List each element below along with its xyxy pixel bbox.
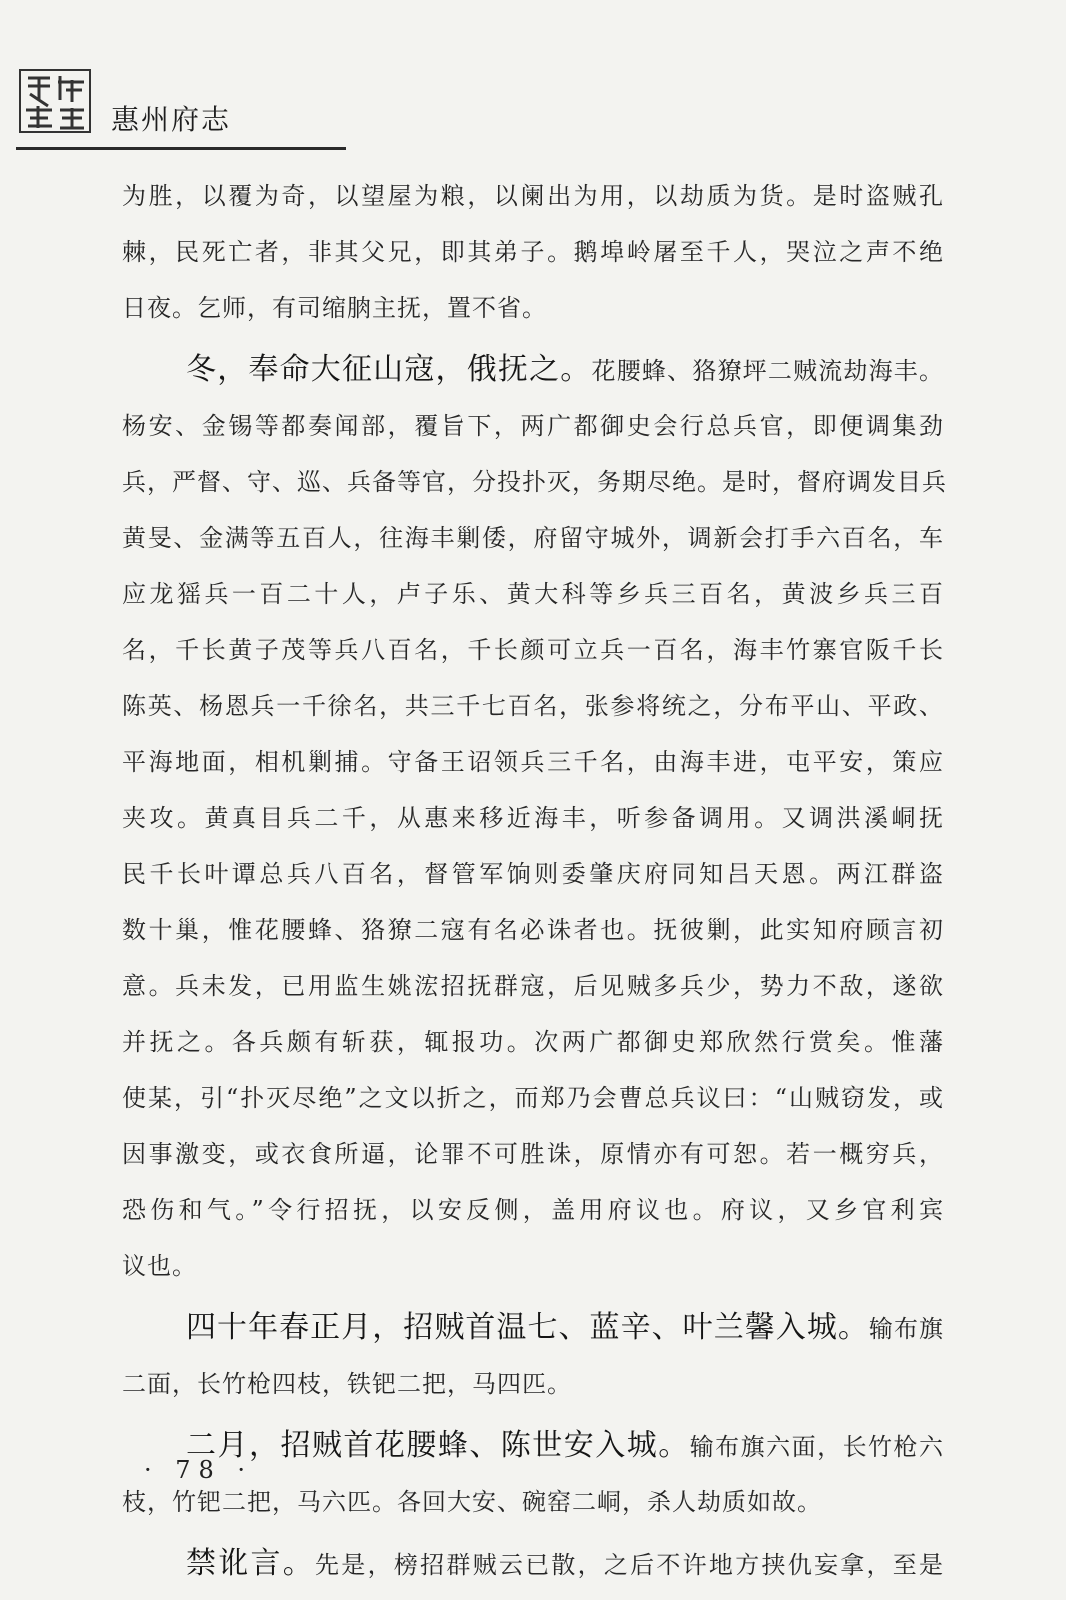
text-line — [122, 398, 944, 454]
text-line — [122, 958, 944, 1014]
line-text: 输布旗 — [868, 1315, 945, 1343]
line-text: 意。兵未发，已用监生姚浤招抚群寇，后见贼多兵少，势力不敌，遂欲 — [122, 972, 944, 1000]
page-number: · 78 · — [144, 1456, 254, 1484]
entry-heading: 冬，奉命大征山寇，俄抚之。 — [186, 352, 592, 387]
line-text: 应龙猺兵一百二十人，卢子乐、黄大科等乡兵三百名，黄波乡兵三百 — [122, 580, 944, 608]
line-text: 数十巢，惟花腰蜂、狢獠二寇有名必诛者也。抚彼剿，此实知府顾言初 — [122, 916, 944, 944]
line-text: 名，千长黄子茂等兵八百名，千长颜可立兵一百名，海丰竹寨官阪千长 — [122, 636, 944, 664]
line-text: 因事激变，或衣食所逼，论罪不可胜诛，原情亦有可恕。若一概穷兵， — [122, 1140, 944, 1168]
line-text: 陈英、杨恩兵一千徐名，共三千七百名，张参将统之，分布平山、平政、 — [122, 692, 944, 720]
body-text — [122, 168, 947, 1592]
line-text: 使某，引“扑灭尽绝”之文以折之，而郑乃会曹总兵议曰：“山贼窃发，或 — [122, 1084, 944, 1112]
line-text: 花腰蜂、狢獠坪二贼流劫海丰。 — [591, 357, 944, 385]
line-text: 二面，长竹枪四枝，铁钯二把，马四匹。 — [122, 1370, 572, 1398]
text-line — [122, 342, 944, 398]
seal-logo — [18, 66, 92, 136]
text-line — [122, 1126, 944, 1182]
text-line — [122, 1238, 944, 1294]
line-text: 枝，竹钯二把，马六匹。各回大安、碗窑二峒，杀人劫质如故。 — [122, 1488, 822, 1516]
line-text: 为胜，以覆为奇，以望屋为粮，以阑出为用，以劫质为货。是时盗贼孔 — [122, 182, 944, 210]
header-rule — [16, 147, 346, 150]
text-line — [122, 168, 944, 224]
line-text: 恐伤和气。”令行招抚，以安反侧，盖用府议也。府议，又乡官利宾 — [122, 1196, 944, 1224]
text-line — [122, 224, 944, 280]
line-text: 平海地面，相机剿捕。守备王诏领兵三千名，由海丰进，屯平安，策应 — [122, 748, 944, 776]
line-text: 兵，严督、守、巡、兵备等官，分投扑灭，务期尽绝。是时，督府调发目兵 — [122, 468, 947, 496]
line-text: 并抚之。各兵颇有斩获，辄报功。次两广都御史郑欣然行赏矣。惟藩 — [122, 1028, 944, 1056]
line-text: 黄旻、金满等五百人，往海丰剿倭，府留守城外，调新会打手六百名，车 — [122, 524, 944, 552]
text-line — [122, 510, 944, 566]
book-title: 惠州府志 — [111, 103, 232, 136]
line-text: 夹攻。黄真目兵二千，从惠来移近海丰，听参备调用。又调洪溪峒抚 — [122, 804, 944, 832]
line-text: 棘，民死亡者，非其父兄，即其弟子。鹅埠岭屠至千人，哭泣之声不绝 — [122, 238, 944, 266]
text-line — [122, 902, 944, 958]
line-text: 民千长叶谭总兵八百名，督管军饷则委肇庆府同知吕天恩。两江群盗 — [122, 860, 944, 888]
text-line — [122, 454, 947, 510]
text-line — [122, 1014, 944, 1070]
text-line — [122, 1356, 944, 1412]
text-line — [122, 1300, 944, 1356]
text-line — [122, 1182, 944, 1238]
text-line — [122, 622, 944, 678]
line-text: 议也。 — [122, 1252, 197, 1280]
line-text: 先是，榜招群贼云已散，之后不许地方挟仇妄拿，至是 — [315, 1551, 945, 1579]
text-line — [122, 1536, 944, 1592]
text-line — [122, 566, 944, 622]
entry-heading: 禁讹言。 — [186, 1546, 316, 1581]
text-line — [122, 678, 944, 734]
text-line — [122, 846, 944, 902]
line-text: 输布旗六面，长竹枪六 — [689, 1433, 945, 1461]
text-line — [122, 734, 944, 790]
text-line — [122, 280, 944, 336]
line-text: 日夜。乞师，有司缩朒主抚，置不省。 — [122, 294, 547, 322]
text-line — [122, 1070, 944, 1126]
text-line — [122, 790, 944, 846]
entry-heading: 四十年春正月，招贼首温七、蓝辛、叶兰馨入城。 — [186, 1310, 869, 1345]
line-text: 杨安、金锡等都奏闻部，覆旨下，两广都御史会行总兵官，即便调集劲 — [122, 412, 944, 440]
entry-heading: 二月，招贼首花腰蜂、陈世安入城。 — [186, 1428, 690, 1463]
